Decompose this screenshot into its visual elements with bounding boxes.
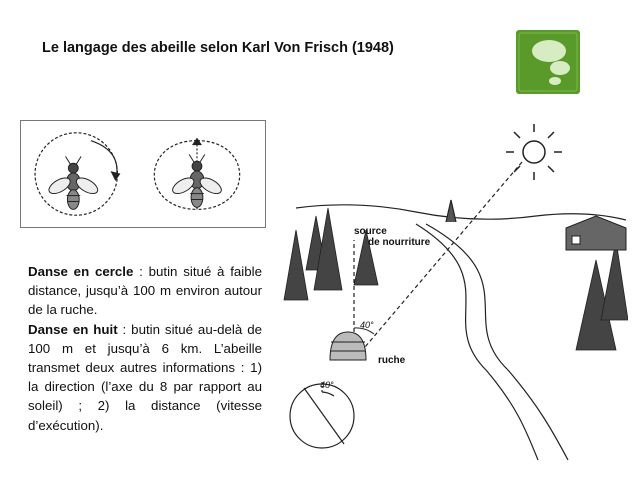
bee-right bbox=[170, 154, 224, 207]
bee-dance-figure bbox=[20, 120, 266, 228]
source-label-line1: source bbox=[354, 226, 387, 237]
circle-dance-term: Danse en cercle bbox=[28, 264, 134, 279]
source-label-line2: de nourriture bbox=[368, 237, 431, 248]
slide-title: Le langage des abeille selon Karl Von Frisch (1948) bbox=[42, 40, 394, 56]
hive-label: ruche bbox=[378, 355, 406, 366]
waggle-dance-left-loop bbox=[154, 141, 197, 210]
bee-left bbox=[46, 156, 100, 209]
angle-label-top: 40° bbox=[360, 320, 374, 330]
dance-description bbox=[28, 262, 262, 435]
river bbox=[416, 224, 538, 460]
sun-direction-line bbox=[354, 162, 522, 360]
speech-bubbles-icon bbox=[516, 30, 580, 94]
landscape-illustration bbox=[276, 120, 628, 475]
sun-icon bbox=[506, 124, 562, 180]
waggle-dance-right-loop bbox=[197, 141, 240, 210]
angle-label-bottom: 40° bbox=[320, 380, 334, 390]
circle-dance-desc: : butin situé à faible distance, jusqu’à 100 m environ autour de la ruche. bbox=[28, 264, 262, 318]
hive-icon bbox=[330, 332, 366, 360]
eight-dance-term: Danse en huit bbox=[28, 321, 118, 337]
eight-dance-desc: : butin situé au-delà de 100 m et jusqu’à 6 km. L’abeille transmet deux autres informations : 1) la direction (l’axe du 8 par rapport au soleil) ; 2) la distance (vitesse d’exécution). bbox=[28, 321, 262, 433]
house-icon bbox=[566, 216, 626, 250]
waggle-dance-diagram bbox=[290, 382, 354, 448]
